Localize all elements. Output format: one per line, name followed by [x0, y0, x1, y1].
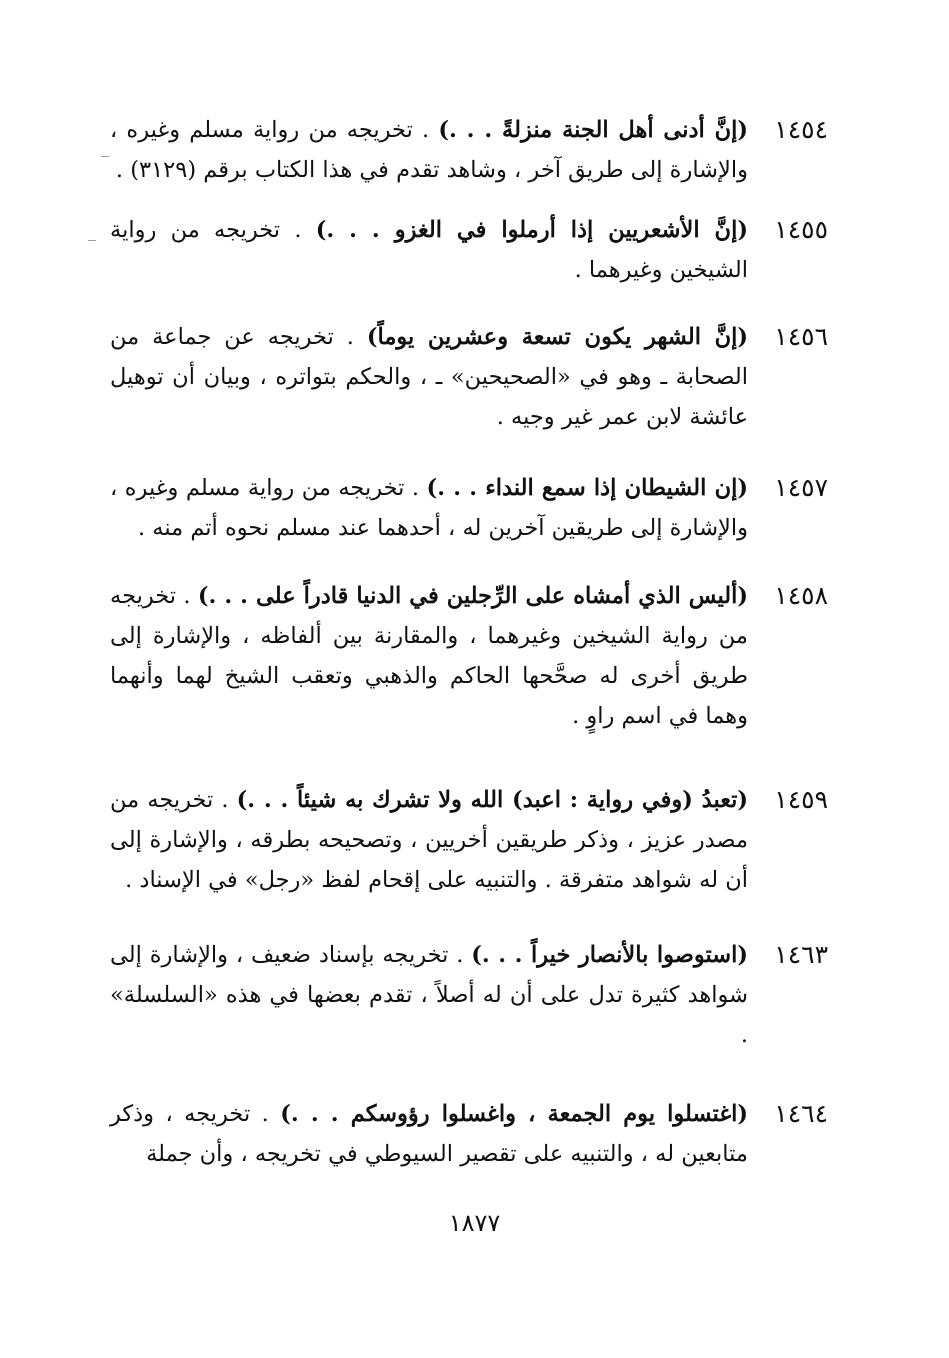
entry-text: . تخريجه ، وذكر متابعين له ، والتنبيه على تقصير السيوطي في تخريجه ، وأن جملة: [110, 1101, 748, 1167]
entry-title: (تعبدُ (وفي رواية : اعبد) الله ولا تشرك به شيئاً . . .): [236, 787, 748, 813]
entry-title: (اغتسلوا يوم الجمعة ، واغسلوا رؤوسكم . . .): [280, 1101, 748, 1127]
scan-speck: [101, 156, 109, 157]
entry-body: [110, 468, 748, 548]
entry-title: (إنَّ الشهر يكون تسعة وعشرين يوماً): [366, 324, 748, 350]
entry-number: ١٤٥٤: [774, 115, 828, 144]
index-entry: [110, 210, 828, 290]
scan-speck: [88, 240, 96, 241]
index-entry: [110, 935, 828, 1055]
entry-body: [110, 110, 748, 190]
entry-title: (إن الشيطان إذا سمع النداء . . .): [426, 475, 748, 501]
entry-number: ١٤٥٧: [774, 473, 828, 502]
entry-title: (إنَّ أدنى أهل الجنة منزلةً . . .): [438, 117, 748, 143]
entry-number: ١٤٥٩: [774, 785, 828, 814]
entry-text: . تخريجه بإسناد ضعيف ، والإشارة إلى شواهد كثيرة تدل على أن له أصلاً ، تقدم بعضها في هذه «السلسلة» .: [110, 942, 748, 1048]
page-number: ١٨٧٧: [448, 1209, 501, 1237]
entry-text: . تخريجه عن جماعة من الصحابة ـ وهو في «الصحيحين» ـ ، والحكم بتواتره ، وبيان أن توهيل عائشة لابن عمر غير وجيه .: [110, 324, 748, 430]
index-entry: [110, 468, 828, 548]
entry-body: [110, 317, 748, 437]
entry-body: [110, 210, 748, 290]
entry-text: . تخريجه من رواية مسلم وغيره ، والإشارة إلى طريق آخر ، وشاهد تقدم في هذا الكتاب برقم (٣١٢٩) .: [110, 117, 748, 183]
entry-title: (استوصوا بالأنصار خيراً . . .): [471, 942, 749, 968]
entry-body: [110, 1094, 748, 1174]
index-entry: [110, 576, 828, 736]
entry-text: . تخريجه من رواية الشيخين وغيرهما .: [110, 217, 748, 283]
entry-body: [110, 576, 748, 736]
entry-text: . تخريجه من رواية مسلم وغيره ، والإشارة إلى طريقين آخرين له ، أحدهما عند مسلم نحوه أتم منه .: [110, 475, 748, 541]
entry-number: ١٤٦٣: [774, 940, 828, 969]
entry-title: (إنَّ الأشعريين إذا أرملوا في الغزو . . .): [315, 217, 748, 243]
entry-title: (أليس الذي أمشاه على الرِّجلين في الدنيا قادراً على . . .): [197, 583, 748, 609]
entry-number: ١٤٦٤: [774, 1099, 828, 1128]
index-entry: [110, 1094, 828, 1174]
entry-number: ١٤٥٨: [774, 581, 828, 610]
entry-body: [110, 780, 748, 900]
index-entry: [110, 110, 828, 190]
entry-body: [110, 935, 748, 1055]
entry-text: . تخريجه من مصدر عزيز ، وذكر طريقين أخريين ، وتصحيحه بطرقه ، والإشارة إلى أن له شواهد متفرقة . والتنبيه على إقحام لفظ «رجل» في الإسناد .: [110, 787, 748, 893]
index-entry: [110, 317, 828, 437]
entry-text: . تخريجه من رواية الشيخين وغيرهما ، والمقارنة بين ألفاظه ، والإشارة إلى طريق أخرى له صحَّحها الحاكم والذهبي وتعقب الشيخ لهما وأنهما وهما في اسم راوٍ .: [110, 583, 748, 729]
entry-number: ١٤٥٦: [774, 322, 828, 351]
entry-number: ١٤٥٥: [774, 215, 828, 244]
index-entry: [110, 780, 828, 900]
